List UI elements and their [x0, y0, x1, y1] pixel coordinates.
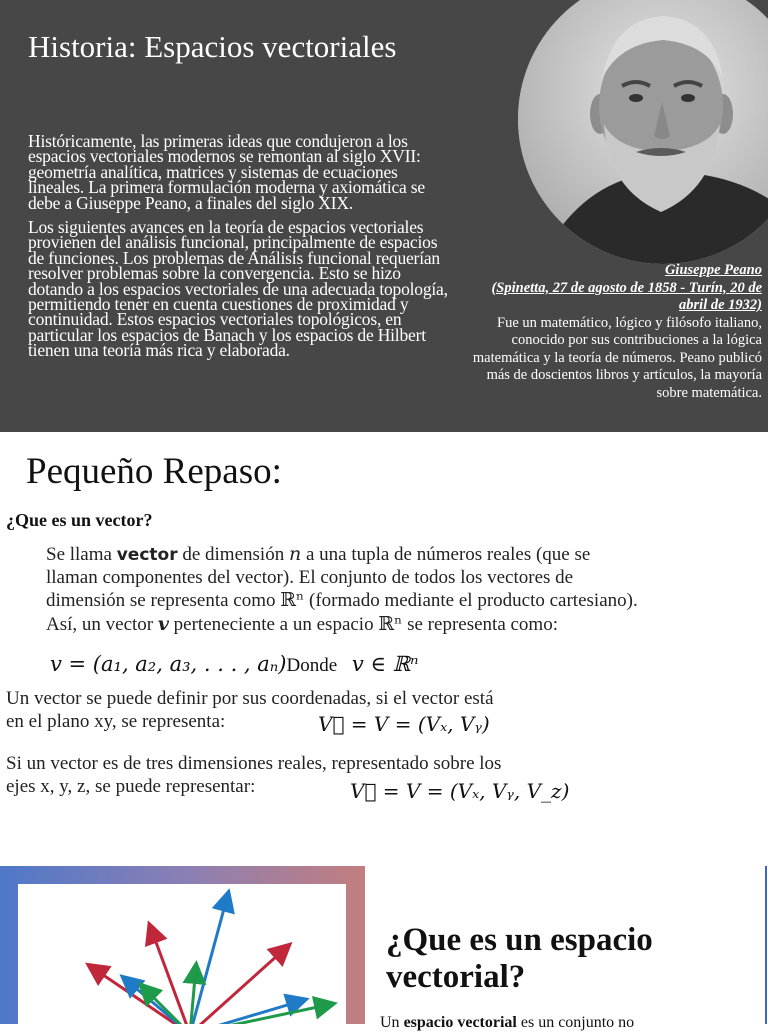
- rep-text-2: perteneciente a un espacio: [168, 613, 379, 635]
- representation-line: [46, 613, 646, 637]
- vector-2d-formula: [318, 712, 490, 736]
- coord-line-1: Un vector se puede definir por sus coordenadas, si el vector está: [6, 688, 494, 709]
- def-rn-symbol: ℝⁿ: [280, 589, 305, 611]
- def-bold-vector: vector: [116, 545, 178, 565]
- def-text-4: (formado mediante el producto cartesiano).: [304, 590, 638, 611]
- review-title: Pequeño Repaso:: [26, 451, 282, 492]
- rep-rn-symbol: ℝⁿ: [378, 612, 403, 635]
- history-paragraph-2: Los siguientes avances en la teoría de espacios vectoriales provienen del análisis funcional, principalmente de espacios de funciones. Los problemas de Análisis funcional requerían resolver problemas sobre la convergencia. Esto se hizo dotando a los espacios vectoriales de una adecuada topología, permitiendo tener en cuenta cuestiones de proximidad y continuidad. Estos espacios vectoriales topológicos, en particular los espacios de Banach y los espacios de Hilbert tienen una teoría más rica y elaborada.: [28, 217, 448, 361]
- membership-expression: v ∈ ℝⁿ: [351, 652, 419, 676]
- vector-2d-expression: V⃗ = V = (Vₓ, Vᵧ): [318, 712, 490, 736]
- vector-3d-expression: V⃗ = V = (Vₓ, Vᵧ, V_z): [350, 779, 570, 803]
- history-paragraph-1: Históricamente, las primeras ideas que condujeron a los espacios vectoriales modernos se remontan al siglo XVII: geometría analítica, matrices y sistemas de ecuaciones lineales. La primera formulación moderna y axiomática se debe a Giuseppe Peano, a finales del siglo XIX.: [28, 131, 425, 213]
- rep-text-1: Así, un vector: [46, 613, 158, 635]
- portrait-illustration: [518, 0, 768, 264]
- def-text-2: de dimensión: [177, 544, 289, 565]
- history-title: Historia: Espacios vectoriales: [28, 29, 397, 64]
- peano-portrait: [518, 0, 768, 264]
- vs-text-2: es un conjunto no: [516, 1014, 635, 1031]
- donde-label: Donde: [286, 655, 338, 676]
- history-body: [28, 131, 448, 368]
- def-n-symbol: n: [288, 543, 302, 565]
- caption-name: Giuseppe Peano: [664, 262, 762, 278]
- vectors-illustration: [18, 884, 346, 1024]
- caption-description: Fue un matemático, lógico y filósofo italiano, conocido por sus contribuciones a la lógica matemática y la teoría de números. Peano publicó más de doscientos libros y artículos, la mayoría sobre matemática.: [472, 314, 762, 401]
- portrait-caption: [472, 262, 762, 402]
- rep-text-3: se representa como:: [402, 613, 558, 635]
- vector-question-heading: ¿Que es un vector?: [6, 510, 153, 530]
- coord-line-2: en el plano xy, se representa:: [6, 710, 226, 732]
- def-text-1: Se llama: [46, 544, 117, 565]
- three-line-2: ejes x, y, z, se puede representar:: [6, 775, 256, 797]
- three-line-1: Si un vector es de tres dimensiones reales, representado sobre los: [6, 753, 502, 774]
- definition-paragraph: [46, 543, 646, 613]
- tuple-expression: v = (a₁, a₂, a₃, . . . , aₙ): [50, 652, 287, 676]
- slide-edge-divider: [765, 866, 767, 1024]
- caption-dates: (Spinetta, 27 de agosto de 1858 - Turín, 20 de abril de 1932): [491, 279, 762, 313]
- vector-space-title: ¿Que es un espacio vectorial?: [386, 922, 653, 995]
- vector-space-definition: [380, 1014, 740, 1032]
- history-slide: [0, 0, 768, 432]
- vector-definition: [46, 543, 646, 636]
- coordinates-explanation: [6, 688, 606, 733]
- vs-text-1: Un: [380, 1014, 404, 1031]
- tuple-formula: [50, 652, 419, 677]
- vector-arrows-svg: [18, 884, 346, 1024]
- vector-3d-formula: [350, 779, 569, 803]
- def-text-3: a una tupla de números reales (que se llaman componentes del vector). El conjunto de todos los vectores de dimensión se representa como: [46, 544, 591, 611]
- rep-v-symbol: v: [157, 612, 169, 635]
- vs-bold-term: espacio vectorial: [403, 1014, 517, 1031]
